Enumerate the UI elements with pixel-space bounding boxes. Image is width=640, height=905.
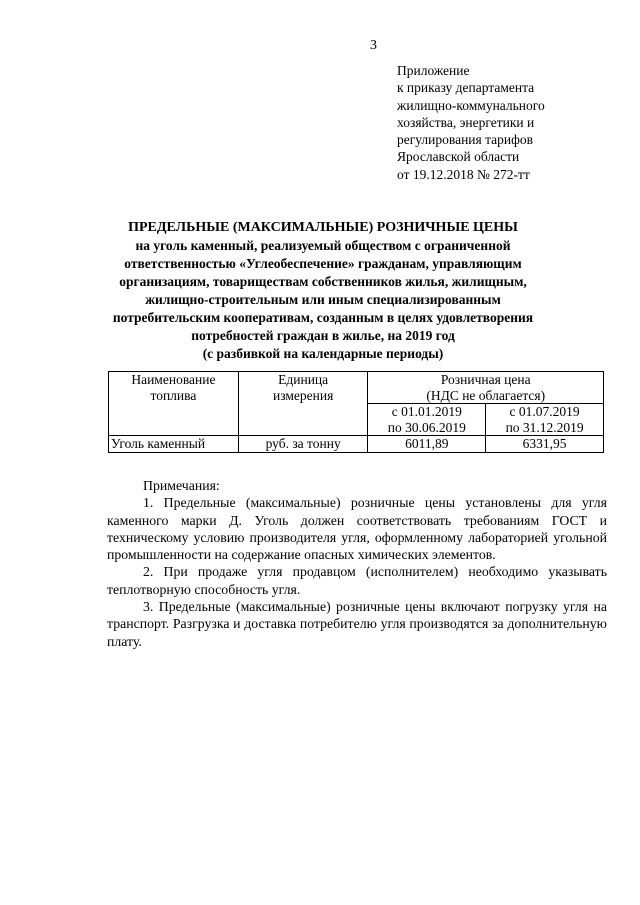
header-unit [238,372,368,436]
period-line: с 01.01.2019 [391,404,462,419]
header-fuel [109,372,239,436]
cell-price-1: 6011,89 [368,436,486,453]
header-price-line: Розничная цена [440,372,531,387]
note-item: 2. При продаже угля продавцом (исполнителем) необходимо указывать теплотворную способность угля. [107,564,607,597]
title-line: на уголь каменный, реализуемый обществом с ограниченной [135,238,511,253]
appendix-line: Ярославской области [397,149,520,165]
notes-heading: Примечания: [143,478,220,493]
document-title [84,219,562,363]
notes-section [107,477,607,650]
period-line: с 01.07.2019 [509,404,580,419]
header-fuel-line: Наименование [131,372,216,387]
table-row [109,436,604,453]
note-item: 1. Предельные (максимальные) розничные цены установлены для угля каменного марки Д. Уголь должен соответствовать требованиям ГОСТ и техническому условию производителя угля, оформленному лабораторией угольной промышленности на содержание опасных химических элементов. [107,495,607,563]
title-line: (с разбивкой на календарные периоды) [202,346,444,361]
appendix-line: к приказу департамента [397,80,535,96]
note-item: 3. Предельные (максимальные) розничные цены включают погрузку угля на транспорт. Разгрузка и доставка потребителю угля производятся за дополнительную плату. [107,599,607,649]
appendix-line: от 19.12.2018 № 272-тт [397,166,530,182]
title-line: жилищно-строительным или иным специализированным [145,292,501,307]
title-line: потребительским кооперативам, созданным в целях удовлетворения [112,310,534,325]
header-price-line: (НДС не облагается) [426,387,546,403]
appendix-line: жилищно-коммунального [397,97,545,113]
header-unit-line: измерения [272,387,334,403]
cell-unit: руб. за тонну [238,436,368,453]
header-price [368,372,604,404]
header-fuel-line: топлива [150,387,197,403]
title-line: потребностей граждан в жилье, на 2019 год [191,328,455,343]
header-period-2 [486,404,604,436]
header-unit-line: Единица [278,372,329,387]
title-line: ответственностью «Углеобеспечение» гражданам, управляющим [124,256,522,271]
period-line: по 30.06.2019 [387,419,466,435]
appendix-line: регулирования тарифов [397,132,534,148]
appendix-line: хозяйства, энергетики и [397,114,535,130]
page-number: 3 [370,38,377,53]
table-header-row [109,372,604,404]
cell-fuel: Уголь каменный [109,436,239,453]
period-line: по 31.12.2019 [505,419,584,435]
title-line: организациям, товариществам собственников жилья, жилищным, [119,274,527,289]
header-period-1 [368,404,486,436]
appendix-block [397,62,545,183]
cell-price-2: 6331,95 [486,436,604,453]
title-main: ПРЕДЕЛЬНЫЕ (МАКСИМАЛЬНЫЕ) РОЗНИЧНЫЕ ЦЕНЫ [128,220,518,235]
price-table [108,371,604,453]
appendix-line: Приложение [397,63,470,78]
